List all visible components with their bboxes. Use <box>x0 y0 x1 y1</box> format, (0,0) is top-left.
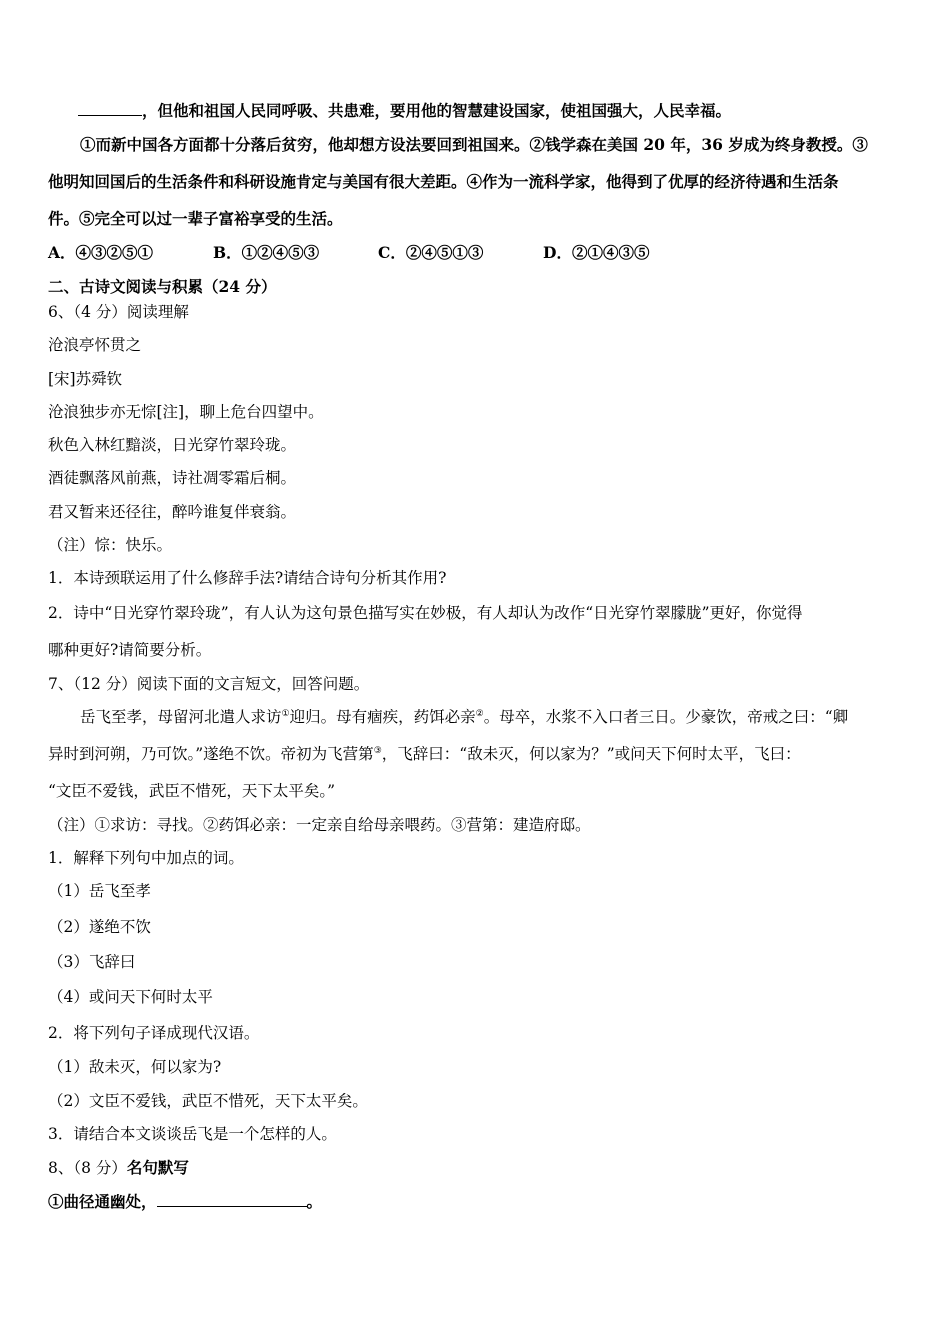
q5-options <box>48 242 708 264</box>
q8-item-1: ①曲径通幽处， 。 <box>48 1192 323 1211</box>
poem-note: （注）悰：快乐。 <box>48 536 173 554</box>
q8-header: 8、（8 分）名句默写 <box>48 1158 189 1177</box>
q7-question-2: 2．将下列句子译成现代汉语。 <box>48 1024 260 1042</box>
poem-line: 君又暂来还径往，醉吟谁复伴衰翁。 <box>48 503 297 521</box>
poem-title: 沧浪亭怀贯之 <box>48 336 142 354</box>
q6-question-1: 1．本诗颈联运用了什么修辞手法?请结合诗句分析其作用? <box>48 569 447 587</box>
fill-blank[interactable] <box>78 100 142 116</box>
q7-item: （2）文臣不爱钱，武臣不惜死，天下太平矣。 <box>48 1092 368 1110</box>
q7-item: （4）或问天下何时太平 <box>48 988 213 1006</box>
q5-line4: 件。⑤完全可以过一辈子富裕享受的生活。 <box>48 209 343 228</box>
fill-blank[interactable] <box>157 1191 307 1207</box>
q5-line1: ，但他和祖国人民同呼吸、共患难，要用他的智慧建设国家，使祖国强大，人民幸福。 <box>48 100 731 122</box>
q6-question-2-cont: 哪种更好?请简要分析。 <box>48 641 212 659</box>
q5-line2: ①而新中国各方面都十分落后贫穷，他却想方设法要回到祖国来。②钱学森在美国 20 年，36 岁成为终身教授。③ <box>80 135 868 154</box>
q7-item: （1）岳飞至孝 <box>48 882 151 900</box>
option-d[interactable]: D．②①④③⑤ <box>543 243 650 262</box>
q7-passage-line3: “文臣不爱钱，武臣不惜死，天下太平矣。” <box>48 782 336 800</box>
option-a[interactable]: A．④③②⑤① <box>48 243 154 262</box>
poem-line: 酒徒飘落风前燕，诗社凋零霜后桐。 <box>48 469 297 487</box>
section-title: 二、古诗文阅读与积累（24 分） <box>48 277 277 296</box>
q7-passage-line1: 岳飞至孝，母留河北遣人求访①迎归。母有痼疾，药饵必亲②。母卒，水浆不入口者三日。少豪饮，帝戒之曰：“卿 <box>80 708 849 726</box>
poem-line: 沧浪独步亦无悰[注]，聊上危台四望中。 <box>48 403 324 421</box>
q6-question-2: 2．诗中“日光穿竹翠玲珑”，有人认为这句景色描写实在妙极，有人却认为改作“日光穿竹翠朦胧”更好，你觉得 <box>48 604 803 622</box>
q7-question-3: 3．请结合本文谈谈岳飞是一个怎样的人。 <box>48 1125 337 1143</box>
q7-note: （注）①求访：寻找。②药饵必亲：一定亲自给母亲喂药。③营第：建造府邸。 <box>48 816 591 834</box>
q5-line3: 他明知回国后的生活条件和科研设施肯定与美国有很大差距。④作为一流科学家，他得到了优厚的经济待遇和生活条 <box>48 172 839 191</box>
option-b[interactable]: B．①②④⑤③ <box>213 243 320 262</box>
q7-header: 7、（12 分）阅读下面的文言短文，回答问题。 <box>48 675 370 693</box>
q7-question-1: 1．解释下列句中加点的词。 <box>48 849 244 867</box>
q7-item: （1）敌未灭，何以家为? <box>48 1058 222 1076</box>
poem-author: [宋]苏舜钦 <box>48 370 123 388</box>
q7-item: （2）遂绝不饮 <box>48 918 151 936</box>
poem-line: 秋色入林红黯淡，日光穿竹翠玲珑。 <box>48 436 297 454</box>
q7-passage-line2: 异时到河朔，乃可饮。”遂绝不饮。帝初为飞营第③，飞辞曰：“敌未灭，何以家为？”或问天下何时太平，飞曰： <box>48 745 801 763</box>
q6-header: 6、（4 分）阅读理解 <box>48 303 189 321</box>
option-c[interactable]: C．②④⑤①③ <box>378 243 484 262</box>
q7-item: （3）飞辞曰 <box>48 953 136 971</box>
